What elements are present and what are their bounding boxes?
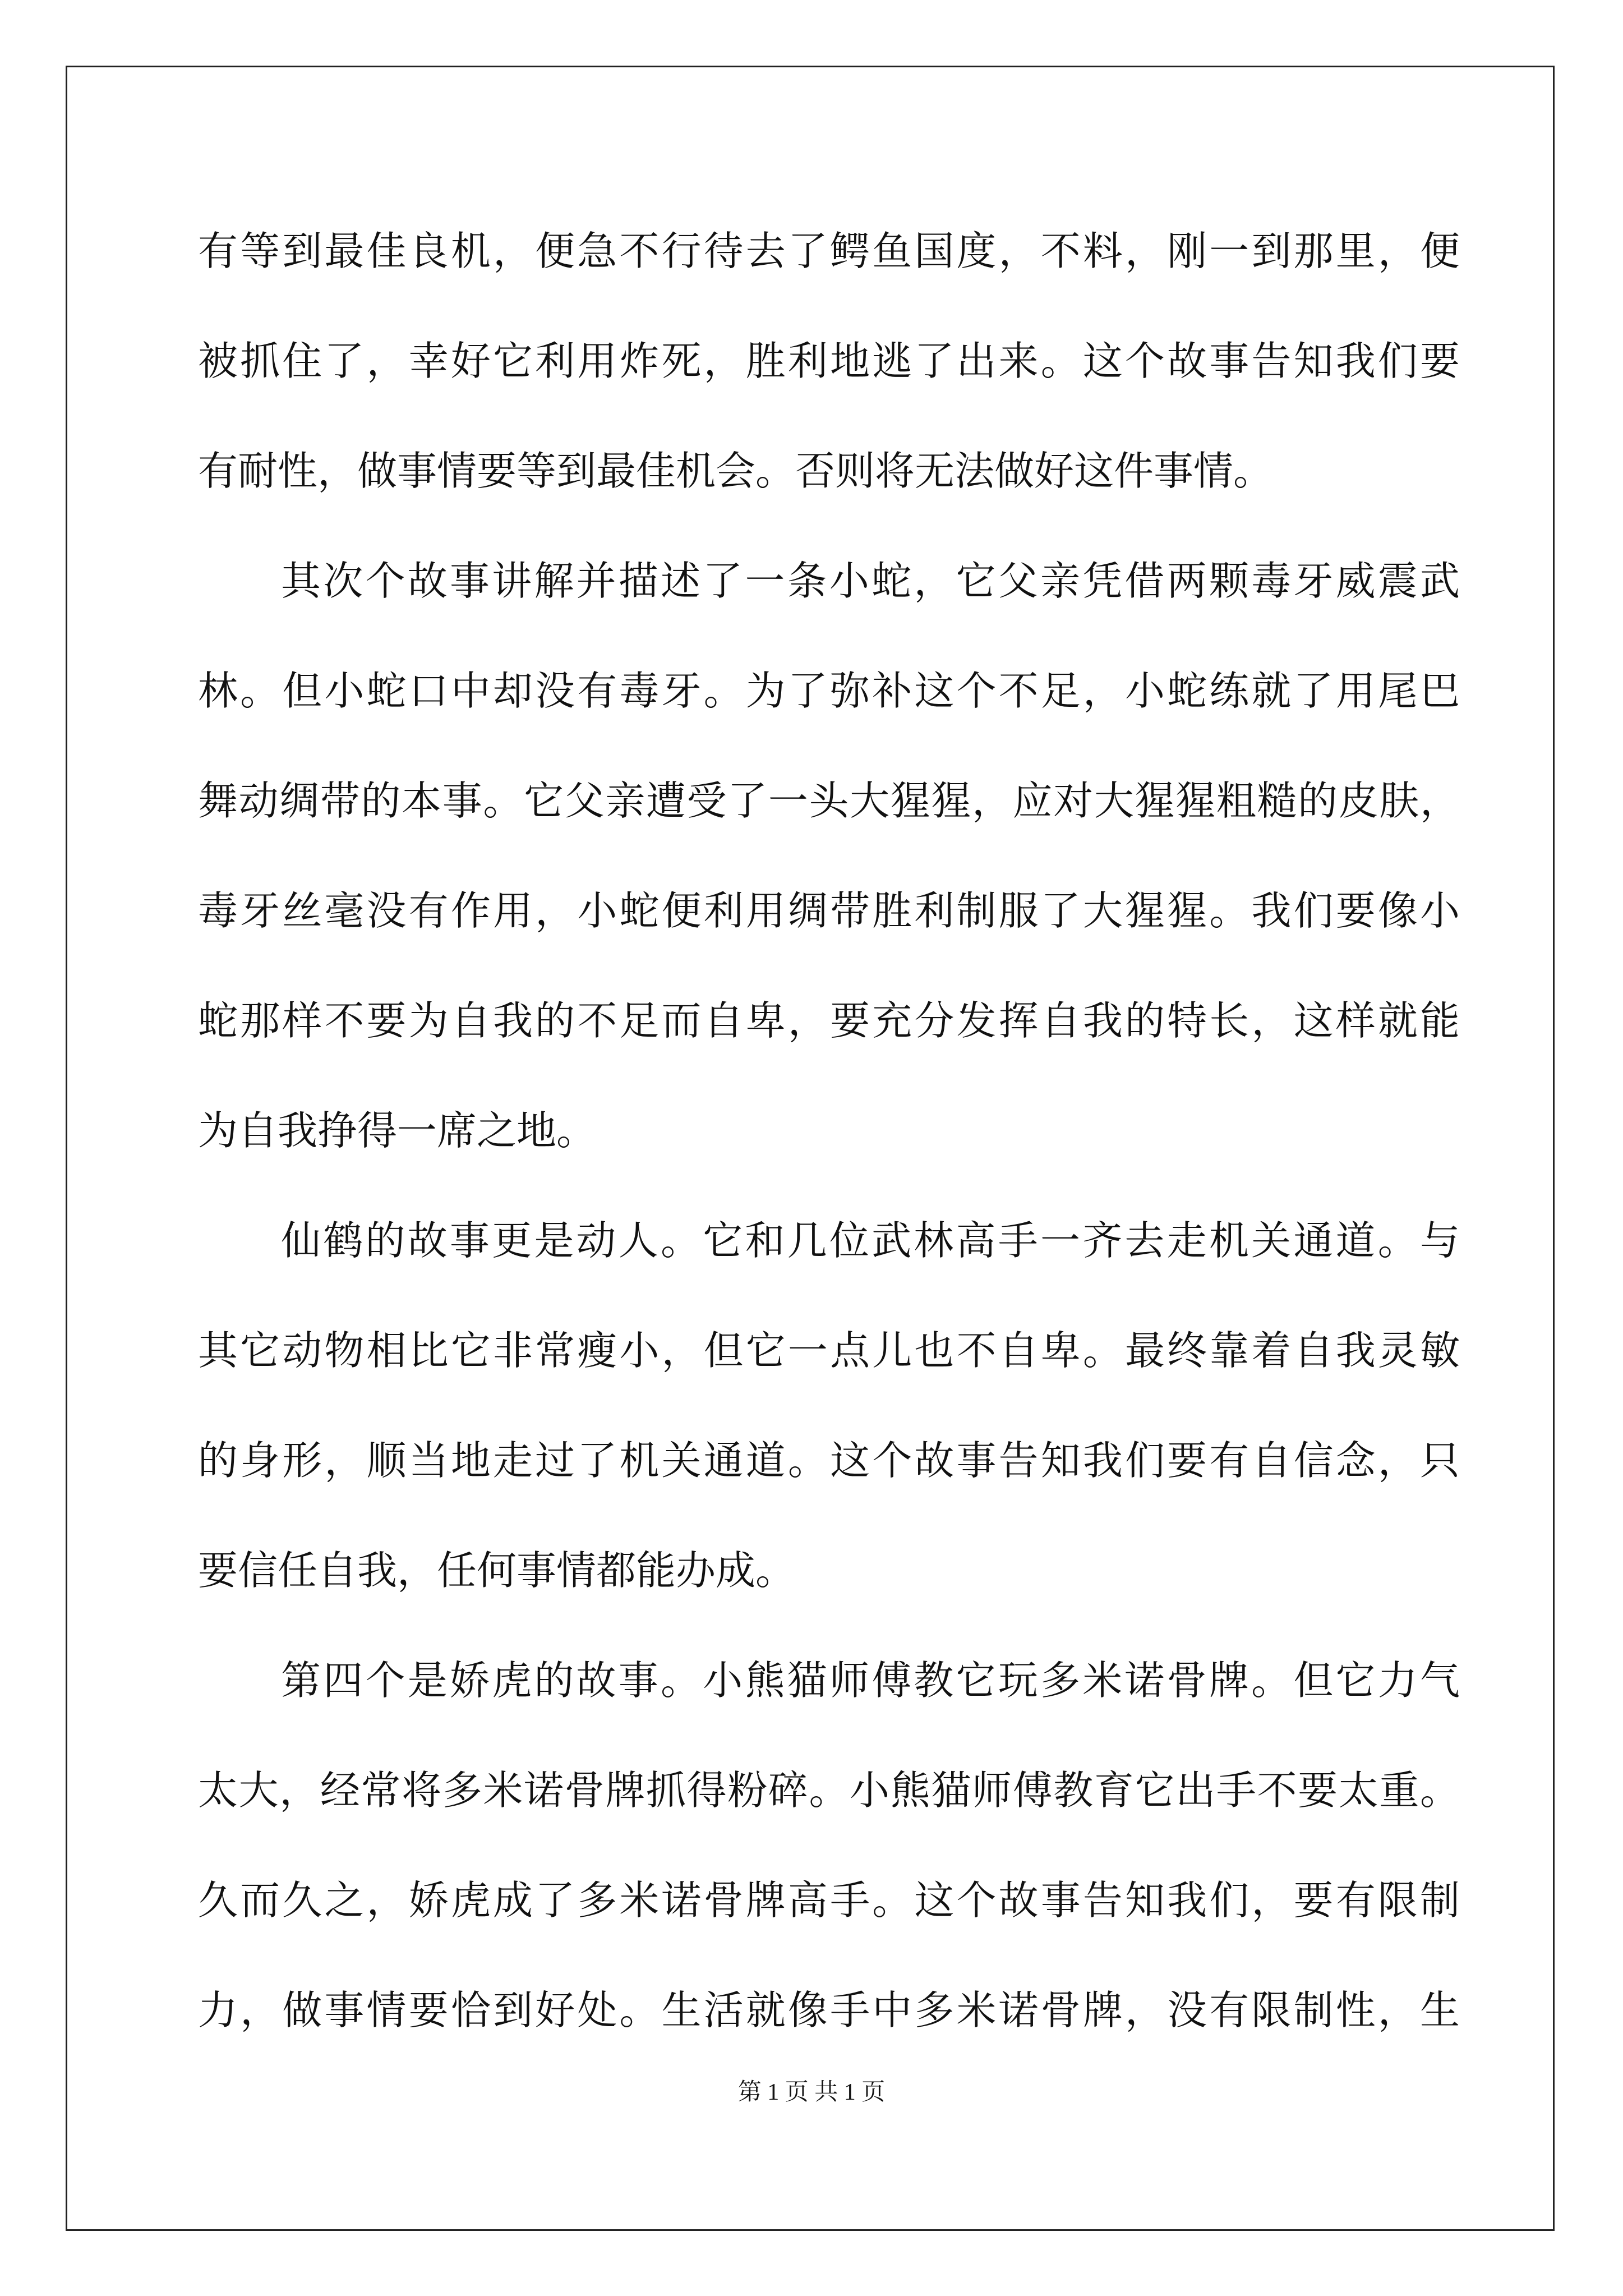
text-line: 要信任自我，任何事情都能办成。 (198, 1547, 796, 1594)
text-line: 舞动绸带的本事。它父亲遭受了一头大猩猩，应对大猩猩粗糙的皮肤， (198, 777, 1460, 824)
paragraph-first-line: 第四个是娇虎的故事。小熊猫师傅教它玩多米诺骨牌。但它力气 (281, 1657, 1460, 1704)
text-line: 有耐性，做事情要等到最佳机会。否则将无法做好这件事情。 (198, 448, 1274, 494)
text-line: 林。但小蛇口中却没有毒牙。为了弥补这个不足，小蛇练就了用尾巴 (198, 668, 1460, 714)
text-line: 被抓住了，幸好它利用炸死，胜利地逃了出来。这个故事告知我们要 (198, 338, 1460, 384)
page-footer: 第 1 页 共 1 页 (737, 2079, 886, 2105)
text-line: 太大，经常将多米诺骨牌抓得粉碎。小熊猫师傅教育它出手不要太重。 (198, 1767, 1460, 1814)
text-line: 蛇那样不要为自我的不足而自卑，要充分发挥自我的特长，这样就能 (198, 997, 1460, 1044)
text-line: 有等到最佳良机，便急不行待去了鳄鱼国度，不料，刚一到那里，便 (198, 228, 1460, 274)
text-line: 为自我挣得一席之地。 (198, 1107, 597, 1154)
text-line: 力，做事情要恰到好处。生活就像手中多米诺骨牌，没有限制性，生 (198, 1987, 1460, 2033)
paragraph-first-line: 其次个故事讲解并描述了一条小蛇，它父亲凭借两颗毒牙威震武 (281, 558, 1460, 604)
text-line: 久而久之，娇虎成了多米诺骨牌高手。这个故事告知我们，要有限制 (198, 1877, 1460, 1924)
text-line: 毒牙丝毫没有作用，小蛇便利用绸带胜利制服了大猩猩。我们要像小 (198, 887, 1460, 934)
text-line: 的身形，顺当地走过了机关通道。这个故事告知我们要有自信念，只 (198, 1437, 1460, 1484)
text-line: 其它动物相比它非常瘦小，但它一点儿也不自卑。最终靠着自我灵敏 (198, 1327, 1460, 1374)
paragraph-first-line: 仙鹤的故事更是动人。它和几位武林高手一齐去走机关通道。与 (281, 1217, 1460, 1264)
